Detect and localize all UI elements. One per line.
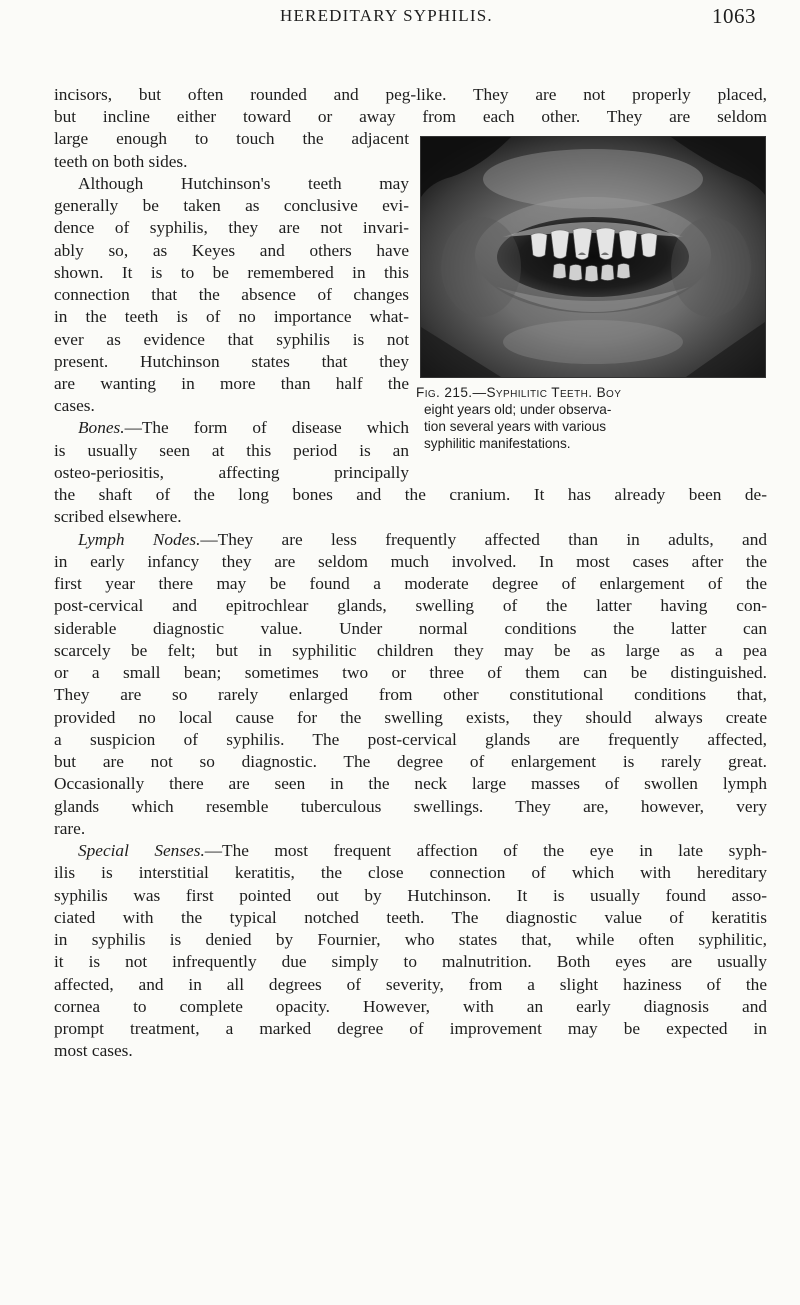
text-line: teeth on both sides. [54, 152, 188, 171]
text-line: is usually seen at this period is an [54, 441, 409, 460]
text-line: in syphilis is denied by Fournier, who states that, while often syphilitic, [54, 930, 767, 949]
text-line: rare. [54, 819, 86, 838]
text-line: Lymph Nodes.—They are less frequently affected than in adults, and [78, 530, 767, 549]
text-line: incisors, but often rounded and peg-like. They are not properly placed, [54, 85, 767, 104]
section-title-bones: Bones. [78, 418, 125, 437]
text-line: large enough to touch the adjacent [54, 129, 409, 148]
text-line: in the teeth is of no importance what- [54, 307, 409, 326]
running-title: HEREDITARY SYPHILIS. [280, 6, 493, 25]
text-line: They are so rarely enlarged from other constitutional conditions that, [54, 685, 767, 704]
text-line: scarcely be felt; but in syphilitic children they may be as large as a pea [54, 641, 767, 660]
text-line: ably so, as Keyes and others have [54, 241, 409, 260]
text-line: scribed elsewhere. [54, 507, 182, 526]
section-title-lymph-nodes: Lymph Nodes. [78, 530, 201, 549]
text-line: cases. [54, 396, 95, 415]
caption-line: Fig. 215.—Syphilitic Teeth. Boy [416, 385, 622, 400]
caption-line: syphilitic manifestations. [424, 436, 571, 451]
text-line: Occasionally there are seen in the neck large masses of swollen lymph [54, 774, 767, 793]
caption-line: tion several years with various [424, 419, 607, 434]
text-line: dence of syphilis, they are not invari- [54, 218, 409, 237]
text-line: siderable diagnostic value. Under normal conditions the latter can [54, 619, 767, 638]
text-line: in early infancy they are seldom much involved. In most cases after the [54, 552, 767, 571]
text-line: present. Hutchinson states that they [54, 352, 409, 371]
page-number: 1063 [712, 4, 756, 28]
text-line: but incline either toward or away from each other. They are seldom [54, 107, 767, 126]
figure-caption [416, 384, 766, 452]
text-line: syphilis was first pointed out by Hutchinson. It is usually found asso- [54, 886, 767, 905]
running-header [0, 2, 800, 32]
text-line: it is not infrequently due simply to malnutrition. Both eyes are usually [54, 952, 767, 971]
text-line: connection that the absence of changes [54, 285, 409, 304]
text-line: glands which resemble tuberculous swellings. They are, however, very [54, 797, 767, 816]
text-line: cornea to complete opacity. However, with an early diagnosis and [54, 997, 767, 1016]
text-line: a suspicion of syphilis. The post-cervical glands are frequently affected, [54, 730, 767, 749]
text-line: first year there may be found a moderate degree of enlargement of the [54, 574, 767, 593]
text-line: or a small bean; sometimes two or three of them can be distinguished. [54, 663, 767, 682]
text-line: generally be taken as conclusive evi- [54, 196, 409, 215]
text-line: ilis is interstitial keratitis, the close connection of which with hereditary [54, 863, 767, 882]
text-line: but are not so diagnostic. The degree of enlargement is rarely great. [54, 752, 767, 771]
text-line: ciated with the typical notched teeth. The diagnostic value of keratitis [54, 908, 767, 927]
text-line: shown. It is to be remembered in this [54, 263, 409, 282]
text-line: most cases. [54, 1041, 133, 1060]
text-line: prompt treatment, a marked degree of improvement may be expected in [54, 1019, 767, 1038]
caption-line: eight years old; under observa- [424, 402, 612, 417]
section-title-special-senses: Special Senses. [78, 841, 205, 860]
text-line: Bones.—The form of disease which [78, 418, 409, 437]
text-line: ever as evidence that syphilis is not [54, 330, 409, 349]
photo-syphilitic-teeth-icon [420, 136, 766, 378]
text-line: provided no local cause for the swelling exists, they should always create [54, 708, 767, 727]
text-line: post-cervical and epitrochlear glands, swelling of the latter having con- [54, 596, 767, 615]
text-line: Although Hutchinson's teeth may [78, 174, 409, 193]
text-line: Special Senses.—The most frequent affection of the eye in late syph- [78, 841, 767, 860]
text-line: the shaft of the long bones and the cranium. It has already been de- [54, 485, 767, 504]
text-line: osteo-periositis, affecting principally [54, 463, 409, 482]
text-line: are wanting in more than half the [54, 374, 409, 393]
text-line: affected, and in all degrees of severity, from a slight haziness of the [54, 975, 767, 994]
